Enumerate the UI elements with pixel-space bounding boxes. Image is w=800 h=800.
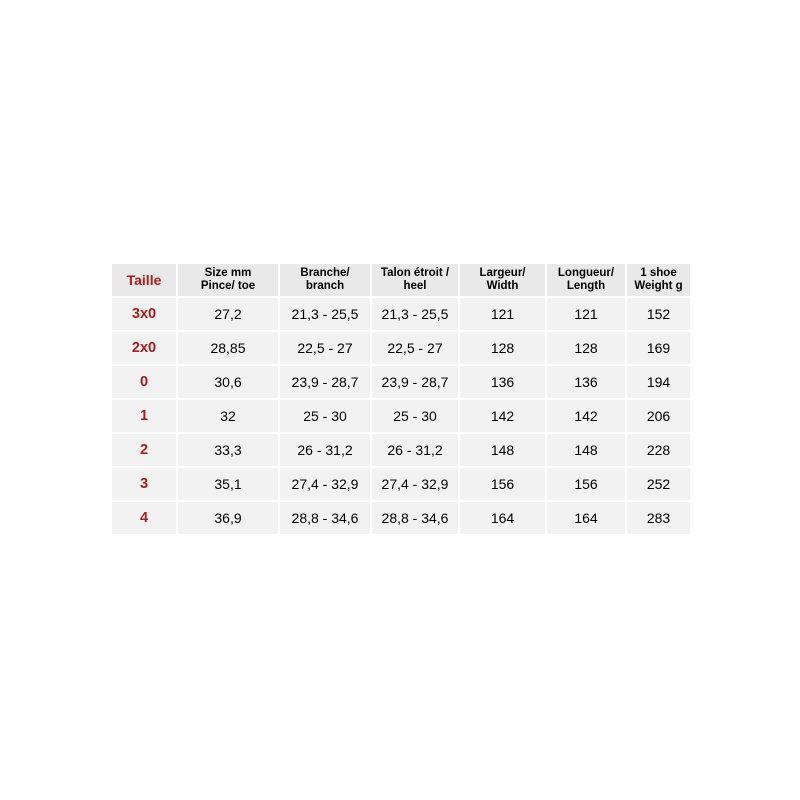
table-row [111,399,691,433]
column-header-line: Talon étroit / [380,267,450,279]
column-header-line: heel [403,280,427,292]
table-cell: 26 - 31,2 [279,433,371,467]
table-cell: 128 [459,331,546,365]
column-header [626,263,691,297]
table-cell: 28,8 - 34,6 [279,501,371,535]
table-cell: 128 [546,331,626,365]
table-cell: 164 [546,501,626,535]
table-cell: 156 [459,467,546,501]
column-header-line: Size mm [204,267,252,279]
table-row [111,365,691,399]
column-header-line: Width [486,280,519,292]
column-header-line: Weight g [634,280,683,292]
table-cell: 164 [459,501,546,535]
table-cell: 152 [626,297,691,331]
size-label-cell: 4 [111,501,177,535]
size-label-cell: 3x0 [111,297,177,331]
table-body [111,297,691,535]
table-cell: 28,85 [177,331,279,365]
table-row [111,331,691,365]
table-cell: 136 [546,365,626,399]
table-cell: 25 - 30 [371,399,459,433]
table-row [111,501,691,535]
size-label-cell: 1 [111,399,177,433]
header-row [111,263,691,297]
table-cell: 148 [459,433,546,467]
size-label-cell: 0 [111,365,177,399]
table-cell: 148 [546,433,626,467]
column-header [177,263,279,297]
table-row [111,297,691,331]
table-row [111,433,691,467]
table-cell: 22,5 - 27 [279,331,371,365]
table-cell: 21,3 - 25,5 [279,297,371,331]
table-cell: 22,5 - 27 [371,331,459,365]
size-label-cell: 2x0 [111,331,177,365]
table-cell: 252 [626,467,691,501]
table-cell: 32 [177,399,279,433]
table-cell: 121 [459,297,546,331]
table-cell: 283 [626,501,691,535]
table-cell: 142 [546,399,626,433]
table-cell: 27,4 - 32,9 [371,467,459,501]
column-header-line: 1 shoe [640,267,677,279]
table-cell: 26 - 31,2 [371,433,459,467]
column-header-line: Length [566,280,606,292]
table-cell: 36,9 [177,501,279,535]
column-header-size [111,263,177,297]
table-cell: 28,8 - 34,6 [371,501,459,535]
column-header [459,263,546,297]
table-cell: 228 [626,433,691,467]
table-cell: 206 [626,399,691,433]
table-cell: 27,2 [177,297,279,331]
table-cell: 30,6 [177,365,279,399]
table-cell: 142 [459,399,546,433]
column-header-line: Taille [126,271,162,288]
table-cell: 169 [626,331,691,365]
column-header-line: Branche/ [300,267,350,279]
column-header-line: Largeur/ [479,267,526,279]
column-header-line: Longueur/ [557,267,615,279]
table-cell: 121 [546,297,626,331]
table-cell: 156 [546,467,626,501]
column-header-line: Pince/ toe [200,280,256,292]
table-cell: 21,3 - 25,5 [371,297,459,331]
table-cell: 23,9 - 28,7 [279,365,371,399]
table-cell: 23,9 - 28,7 [371,365,459,399]
size-label-cell: 3 [111,467,177,501]
size-label-cell: 2 [111,433,177,467]
table-cell: 136 [459,365,546,399]
table-row [111,467,691,501]
table-cell: 25 - 30 [279,399,371,433]
column-header [371,263,459,297]
column-header [279,263,371,297]
column-header-line: branch [305,280,345,292]
table-cell: 35,1 [177,467,279,501]
size-table [110,262,692,536]
table-cell: 33,3 [177,433,279,467]
table-cell: 194 [626,365,691,399]
column-header [546,263,626,297]
table-cell: 27,4 - 32,9 [279,467,371,501]
